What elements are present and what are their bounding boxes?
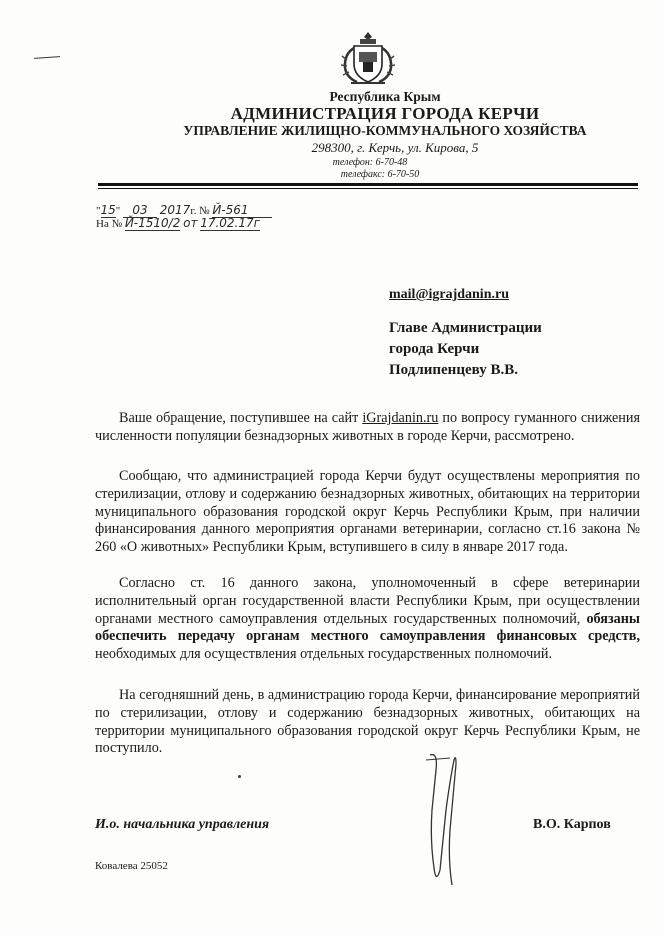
recipient-line-2: города Керчи <box>389 341 480 357</box>
incoming-reference <box>96 216 260 231</box>
signer-position: И.о. начальника управления <box>95 817 270 832</box>
paragraph-4 <box>95 687 640 758</box>
p2-text: Сообщаю, что администрацией города Керчи будут осуществлены мероприятия по стерилизации, отлову и содержанию безнадзорных животных, обитающих на территории муниципального образования городской округ Керчь Республики Крым, при наличии финансирования данного мероприятия органами ветеринарии, согласно ст.16 закона № 260 «О животных» Республики Крым, вступившего в силу в январе 2017 года. <box>95 468 640 556</box>
p3-text-end: необходимых для осуществления отдельных государственных полномочий. <box>95 646 553 663</box>
header-fax: телефакс: 6-70-50 <box>340 169 420 180</box>
reg-month: 03 <box>123 203 157 218</box>
reg-day: 15 <box>100 203 116 217</box>
ref-date: 17.02.17г <box>200 216 260 230</box>
header-republic: Республика Крым <box>329 89 441 104</box>
margin-mark <box>34 56 60 59</box>
ref-number: Й-1510/2 <box>124 216 181 230</box>
coat-of-arms-icon <box>339 28 397 88</box>
handwritten-signature <box>410 750 470 890</box>
p3-text-start: Согласно ст. 16 данного закона, уполномоченный в сфере ветеринарии исполнительный орган государственной власти Республики Крым, при осуществлении органами местного самоуправления отдельных государственных полномочий, <box>95 575 640 627</box>
ink-dot <box>238 775 241 778</box>
paragraph-1 <box>95 410 640 446</box>
header-address: 298300, г. Керчь, ул. Кирова, 5 <box>311 140 479 155</box>
signer-name: В.О. Карпов <box>533 817 611 832</box>
p3-emphasis: обязаны обеспечить передачу органам местного самоуправления финансовых средств, <box>95 610 640 645</box>
header-divider-thick <box>98 183 638 186</box>
date-quote-open: " <box>96 205 101 217</box>
paragraph-3 <box>95 575 640 664</box>
recipient-line-3: Подлипенцеву В.В. <box>389 362 518 378</box>
recipient-line-1: Главе Администрации <box>389 320 542 336</box>
header-administration: АДМИНИСТРАЦИЯ ГОРОДА КЕРЧИ <box>230 104 540 123</box>
reg-year-suffix: г. № <box>190 205 210 217</box>
executor-note: Ковалева 25052 <box>95 860 168 872</box>
ref-prefix: На № <box>96 218 123 230</box>
site-link: iGrajdanin.ru <box>362 410 439 426</box>
ref-from: от <box>183 216 198 230</box>
recipient-email: mail@igrajdanin.ru <box>389 287 509 302</box>
header-phone: телефон: 6-70-48 <box>332 157 408 168</box>
p4-text: На сегодняшний день, в администрацию города Керчи, финансирование мероприятий по стерилизации, отлову и содержанию безнадзорных животных, обитающих на территории муниципального образования городской округ Керчь Республики Крым, не поступило. <box>95 687 640 757</box>
p1-text-end: по вопросу гуманного снижения численности популяции безнадзорных животных в городе Керчи, рассмотрено. <box>95 410 640 444</box>
header-department: УПРАВЛЕНИЕ ЖИЛИЩНО-КОММУНАЛЬНОГО ХОЗЯЙСТВА <box>183 123 587 138</box>
reg-year: 2017 <box>159 203 191 217</box>
paragraph-2 <box>95 468 640 557</box>
date-quote-close: " <box>115 205 121 217</box>
reg-number: Й-561 <box>212 203 272 218</box>
header-divider-thin <box>98 188 638 189</box>
p1-text-start: Ваше обращение, поступившее на сайт <box>119 410 363 426</box>
